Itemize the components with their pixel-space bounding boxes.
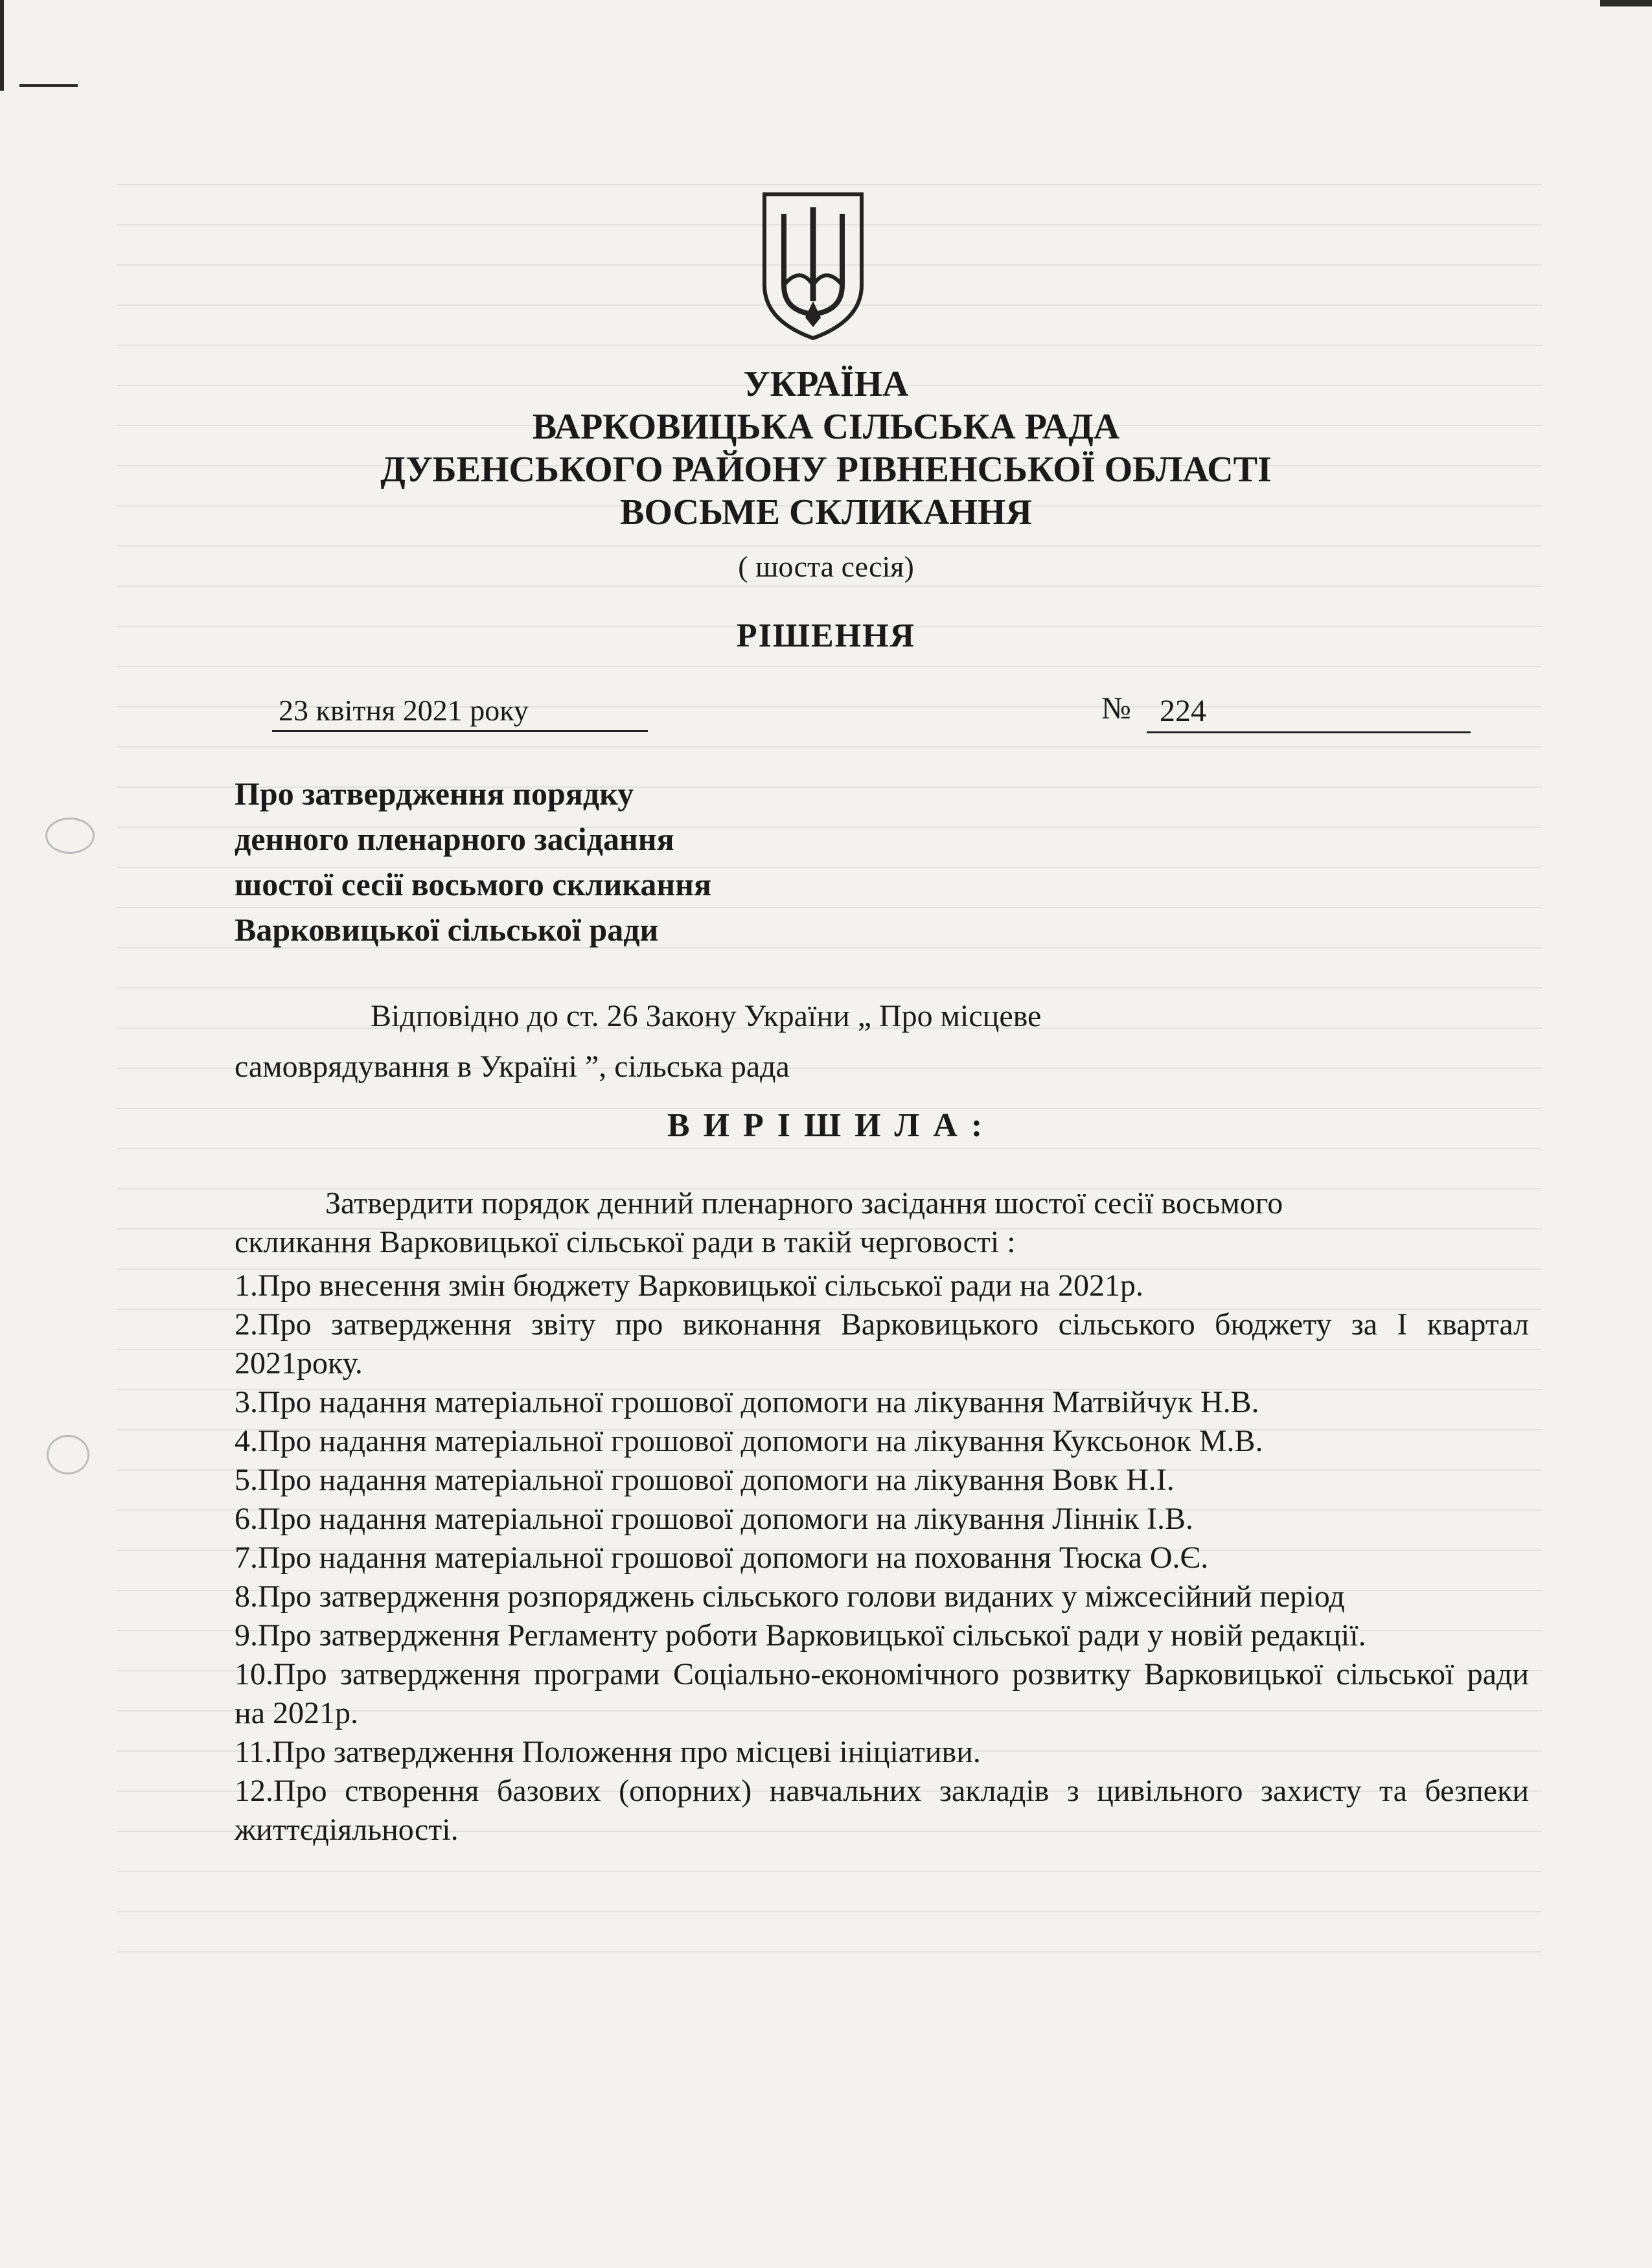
agenda-list [235,1266,1529,1850]
decision-date: 23 квітня 2021 року [272,693,648,732]
punch-hole [45,818,95,854]
basis-line: Відповідно до ст. 26 Закону України „ Про місцеве [371,999,1042,1033]
decision-subject [235,771,711,952]
agenda-item: 5.Про надання матеріальної грошової допомоги на лікування Вовк Н.І. [235,1463,1175,1497]
agenda-item: 9.Про затвердження Регламенту роботи Варковицької сільської ради у новій редакції. [235,1618,1366,1653]
agenda-item: 8.Про затвердження розпоряджень сільського голови виданих у міжсесійний період [235,1579,1345,1614]
subject-line: Про затвердження порядку [235,775,634,812]
agenda-item: 6.Про надання матеріальної грошової допомоги на лікування Ліннік І.В. [235,1502,1194,1536]
agenda-item: 4.Про надання матеріальної грошової допомоги на лікування Куксьонок М.В. [235,1424,1263,1458]
agenda-item: 10.Про затвердження програми Соціально-економічного розвитку Варковицької сільської ради на 2021р. [235,1657,1529,1730]
intro-line: Затвердити порядок денний пленарного засідання шостої сесії восьмого [325,1186,1283,1220]
intro-line: скликання Варковицької сільської ради в такій черговості : [235,1225,1016,1259]
subject-line: Варковицької сільської ради [235,911,659,948]
basis-line: самоврядування в Україні ”, сільська рада [235,1049,790,1084]
scan-edge-mark [19,84,78,87]
document-heading [0,363,1652,534]
agenda-item: 11.Про затвердження Положення про місцеві ініціативи. [235,1735,981,1769]
subject-line: шостої сесії восьмого скликання [235,866,712,902]
session-label: ( шоста сесія) [738,550,914,583]
convocation-title: ВОСЬМЕ СКЛИКАННЯ [620,492,1032,533]
district-title: ДУБЕНСЬКОГО РАЙОНУ РІВНЕНСЬКОЇ ОБЛАСТІ [380,450,1272,490]
decided-heading: В И Р І Ш И Л А : [667,1107,985,1144]
trident-emblem-icon [755,188,871,343]
agenda-item: 2.Про затвердження звіту про виконання Варковицького сільського бюджету за І квартал 2021року. [235,1307,1529,1380]
council-title: ВАРКОВИЦЬКА СІЛЬСЬКА РАДА [532,407,1120,447]
number-label: № [1101,691,1131,726]
agenda-item: 1.Про внесення змін бюджету Варковицької сільської ради на 2021р. [235,1268,1143,1303]
country-title: УКРАЇНА [743,364,909,404]
agenda-item: 12.Про створення базових (опорних) навчальних закладів з цивільного захисту та безпеки життєдіяльності. [235,1774,1529,1847]
decision-title: РІШЕННЯ [736,617,916,654]
agenda-item: 3.Про надання матеріальної грошової допомоги на лікування Матвійчук Н.В. [235,1385,1259,1419]
scan-edge-mark [1600,0,1652,6]
legal-basis [235,991,1504,1092]
decision-number: 224 [1147,693,1471,733]
agenda-item: 7.Про надання матеріальної грошової допомоги на поховання Тюска О.Є. [235,1541,1209,1575]
scan-edge-mark [0,0,4,91]
decision-intro [235,1184,1529,1262]
subject-line: денного пленарного засідання [235,821,674,857]
punch-hole [47,1435,89,1474]
